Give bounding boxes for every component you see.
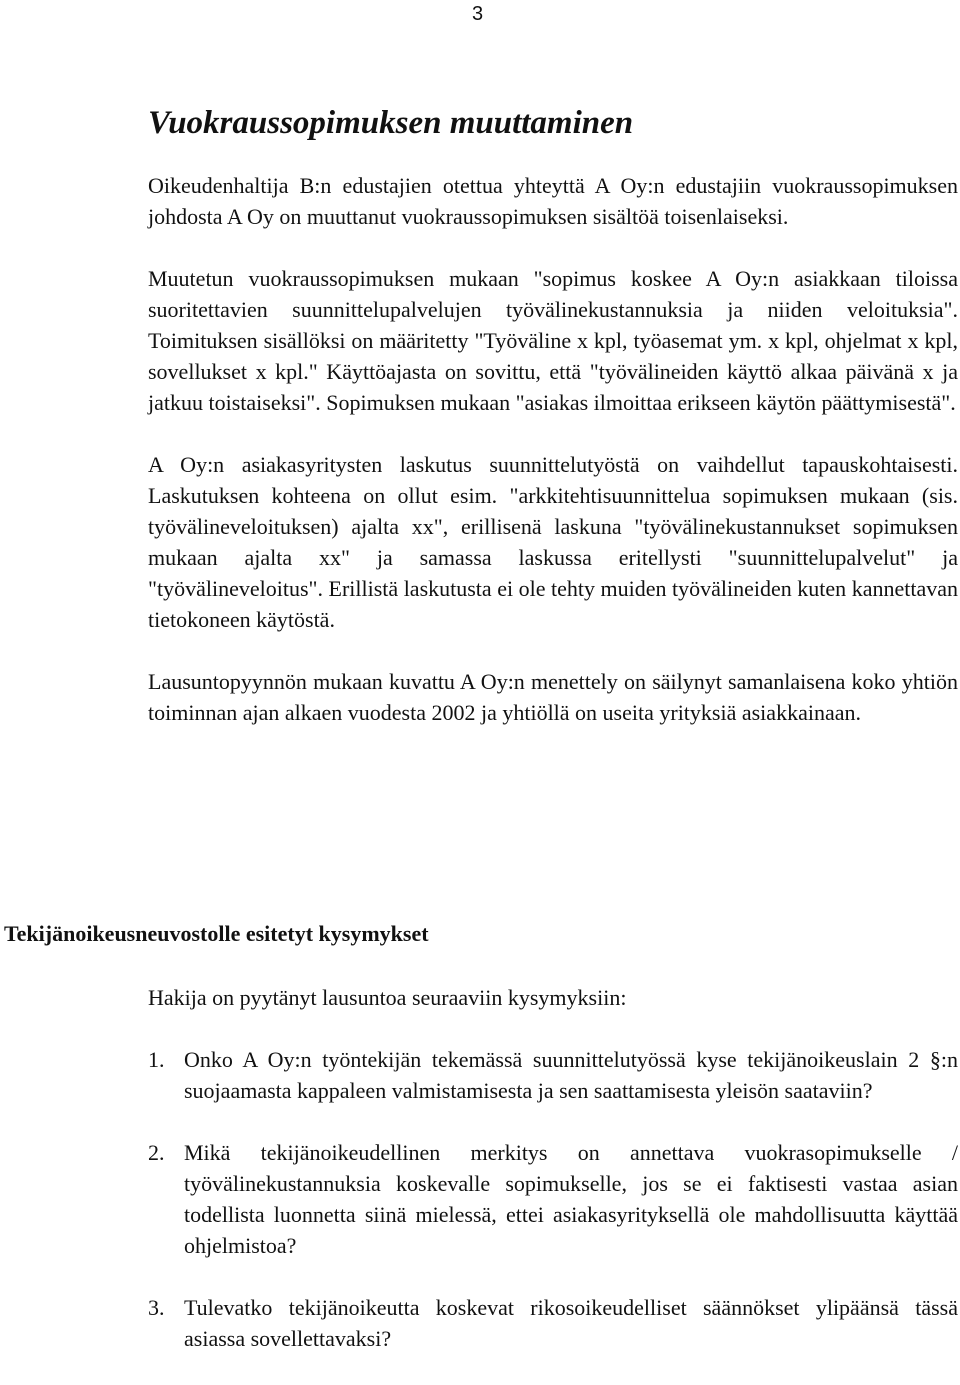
section-title: Vuokraussopimuksen muuttaminen — [148, 105, 634, 141]
question-text: Mikä tekijänoikeudellinen merkitys on annettava vuokrasopimukselle / työvälinekustannuksia koskevalle sopimukselle, jos se ei faktisesti vastaa asian todellista luonnetta siinä mielessä, ettei asiakasyrityksellä ole mahdollisuutta käyttää ohjelmistoa? — [184, 1140, 958, 1258]
list-item — [148, 1044, 958, 1106]
list-item — [148, 1137, 958, 1261]
list-item — [148, 1292, 958, 1354]
questions-list — [148, 1044, 958, 1354]
paragraph-1: Oikeudenhaltija B:n edustajien otettua yhteyttä A Oy:n edustajiin vuokraussopimuksen johdosta A Oy on muuttanut vuokraussopimuksen sisältöä toisenlaiseksi. — [148, 173, 958, 229]
questions-heading: Tekijänoikeusneuvostolle esitetyt kysymykset — [4, 921, 429, 946]
paragraph-3: A Oy:n asiakasyritysten laskutus suunnittelutyöstä on vaihdellut tapauskohtaisesti. Laskutuksen kohteena on ollut esim. "arkkitehtisuunnittelua sopimuksen mukaan (sis. työvälineveloituksen) ajalta xx", erillisenä laskuna "työvälinekustannukset sopimuksen mukaan ajalta xx" ja samassa laskussa eritellysti "suunnittelupalvelut" ja "työvälineveloitus". Erillistä laskutusta ei ole tehty muiden työvälineiden kuten kannettavan tietokoneen käytöstä. — [148, 452, 958, 632]
question-number: 2. — [148, 1140, 165, 1165]
question-text: Tulevatko tekijänoikeutta koskevat rikosoikeudelliset säännökset ylipäänsä tässä asiassa sovellettavaksi? — [184, 1295, 958, 1351]
paragraph-2: Muutetun vuokraussopimuksen mukaan "sopimus koskee A Oy:n asiakkaan tiloissa suoritettavien suunnittelupalvelujen työvälinekustannuksia ja niiden veloituksia". Toimituksen sisällöksi on määritetty "Työväline x kpl, työasemat ym. x kpl, ohjelmat x kpl, sovellukset x kpl." Käyttöajasta on sovittu, että "työvälineiden käyttö alkaa päivänä x ja jatkuu toistaiseksi". Sopimuksen mukaan "asiakas ilmoittaa erikseen käytön päättymisestä". — [148, 266, 958, 415]
question-text: Onko A Oy:n työntekijän tekemässä suunnittelutyössä kyse tekijänoikeuslain 2 §:n suojaamasta kappaleen valmistamisesta ja sen saattamisesta yleisön saataviin? — [184, 1047, 958, 1103]
question-number: 3. — [148, 1295, 165, 1320]
page-number: 3 — [472, 3, 484, 25]
questions-intro: Hakija on pyytänyt lausuntoa seuraaviin kysymyksiin: — [148, 985, 627, 1010]
document-body — [148, 105, 958, 728]
paragraph-4: Lausuntopyynnön mukaan kuvattu A Oy:n menettely on säilynyt samanlaisena koko yhtiön toiminnan ajan alkaen vuodesta 2002 ja yhtiöllä on useita yrityksiä asiakkainaan. — [148, 669, 958, 725]
question-number: 1. — [148, 1047, 165, 1072]
questions-block — [148, 982, 958, 1385]
